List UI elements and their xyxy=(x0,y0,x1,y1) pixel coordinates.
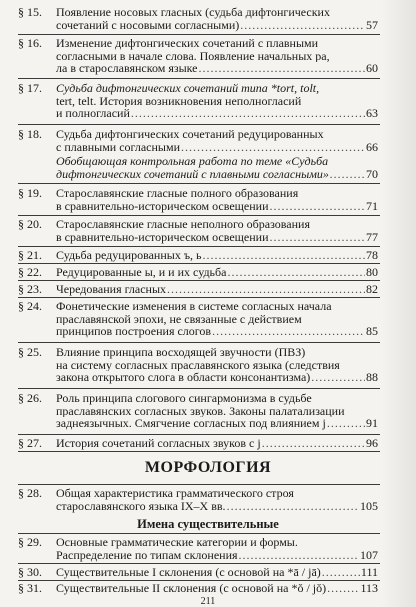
leader-dots xyxy=(311,371,365,384)
leader-dots xyxy=(181,141,365,154)
entry-page: 113 xyxy=(360,581,378,595)
entry-number: § 22. xyxy=(18,265,42,279)
entry-title-line: Существительные I склонения (с основой на *ā / jā) xyxy=(56,565,321,579)
leader-dots xyxy=(227,266,365,279)
entry-page: 60 xyxy=(366,61,378,76)
entry-number: § 26. xyxy=(18,391,42,405)
leader-dots xyxy=(269,231,365,244)
leader-dots xyxy=(167,283,365,296)
leader-dots xyxy=(131,107,365,120)
entry-page: 88 xyxy=(366,370,378,385)
divider xyxy=(18,297,380,298)
entry-title-line: дифтонгических сочетаний с плавными согласными» xyxy=(56,166,329,181)
entry-number: § 19. xyxy=(18,186,42,200)
entry-number: § 29. xyxy=(18,535,42,549)
entry-title-line: Роль принципа слогового сингармонизма в судьбе xyxy=(56,392,312,405)
entry-title-line: Редуцированные ы, и и их судьба xyxy=(56,265,227,279)
entry-title-line: Судьба дифтонгических сочетаний типа *tort, tolt, xyxy=(56,82,320,95)
entry-title-line: Основные грамматические категории и формы. xyxy=(56,536,298,549)
divider xyxy=(18,484,380,485)
entry-page: 57 xyxy=(366,17,378,32)
entry-title-line: Старославянские гласные неполного образования xyxy=(56,218,310,231)
entry-title-line: Изменение дифтонгических сочетаний с плавными xyxy=(56,37,319,50)
entry-number: § 31. xyxy=(18,581,42,595)
divider xyxy=(18,215,380,216)
divider xyxy=(18,280,380,281)
divider xyxy=(18,78,380,79)
leader-dots xyxy=(322,566,360,579)
entry-page: 107 xyxy=(360,547,378,562)
entry-title-line: Влияние принципа восходящей звучности (ПВЗ) xyxy=(56,346,306,359)
entry-title-line: заднеязычных. Смягчение согласных под влиянием j xyxy=(56,416,326,431)
leader-dots xyxy=(212,325,365,338)
entry-number: § 15. xyxy=(18,5,42,19)
entry-number: § 24. xyxy=(18,299,42,313)
entry-title-line: согласными в начале слова. Появление начальных ра, xyxy=(56,49,330,63)
entry-number: § 21. xyxy=(18,248,42,262)
entry-title-line: История сочетаний согласных звуков с j xyxy=(56,436,261,450)
entry-page: 71 xyxy=(366,198,378,213)
subsection-heading: Имена существительные xyxy=(137,517,279,531)
entry-title-line: Чередования гласных xyxy=(56,282,167,296)
leader-dots xyxy=(269,200,365,213)
page-number: 211 xyxy=(200,596,216,607)
entry-title-line: Фонетические изменения в системе согласных начала xyxy=(56,300,332,313)
entry-title-line: Существительные II склонения (с основой на *ŏ / jŏ) xyxy=(56,581,327,595)
entry-title-line: праславянской эпохи, не связанные с действием xyxy=(56,312,302,326)
entry-number: § 25. xyxy=(18,345,42,359)
entry-page: 66 xyxy=(366,139,378,154)
entry-page: 91 xyxy=(366,416,378,431)
entry-page: 77 xyxy=(366,229,378,244)
entry-page: 78 xyxy=(366,248,378,262)
leader-dots xyxy=(227,500,359,513)
divider xyxy=(18,563,380,564)
entry-number: § 18. xyxy=(18,127,42,141)
divider xyxy=(18,263,380,264)
entry-title-line: принципов построения слогов xyxy=(56,324,212,339)
divider xyxy=(18,533,380,534)
entry-number: § 30. xyxy=(18,565,42,579)
entry-number: § 17. xyxy=(18,81,42,95)
entry-number: § 23. xyxy=(18,282,42,296)
leader-dots xyxy=(203,249,366,262)
entry-page: 96 xyxy=(366,436,378,450)
entry-title-line: старославянского языка IX–X вв. xyxy=(56,498,226,513)
entry-title-line: Общая характеристика грамматического строя xyxy=(56,487,294,500)
divider xyxy=(18,183,380,184)
entry-title-line: на систему согласных праславянского языка (следствия xyxy=(56,358,340,372)
entry-title-line: Судьба редуцированных ъ, ь xyxy=(56,248,202,262)
entry-page: 70 xyxy=(366,166,378,181)
entry-page: 82 xyxy=(366,282,378,296)
entry-title-line: праславянских согласных звуков. Законы палатализации xyxy=(56,404,345,418)
entry-title-line: ла в старославянском языке xyxy=(56,61,198,76)
entry-title-line: Судьба дифтонгических сочетаний редуцированных xyxy=(56,128,324,141)
leader-dots xyxy=(199,62,365,75)
divider xyxy=(18,434,380,435)
entry-number: § 16. xyxy=(18,36,42,50)
leader-dots xyxy=(327,582,359,595)
section-heading: МОРФОЛОГИЯ xyxy=(144,459,272,476)
divider xyxy=(18,246,380,247)
entry-title-line: Обобщающая контрольная работа по теме «Судьба xyxy=(56,155,329,168)
leader-dots xyxy=(240,19,365,32)
entry-page: 63 xyxy=(366,106,378,121)
entry-title-line: tert, telt. История возникновения неполногласий xyxy=(56,94,302,108)
entry-title-line: закона открытого слога в области консонантизма) xyxy=(56,370,311,385)
entry-number: § 20. xyxy=(18,217,42,231)
entry-number: § 28. xyxy=(18,486,42,500)
entry-title-line: в сравнительно-историческом освещении xyxy=(56,229,269,244)
entry-page: 80 xyxy=(366,265,378,279)
divider xyxy=(18,451,380,452)
entry-title-line: Появление носовых гласных (судьба дифтонгических xyxy=(56,6,330,19)
leader-dots xyxy=(262,437,365,450)
entry-page: 105 xyxy=(360,498,378,513)
entry-page: 111 xyxy=(360,565,378,579)
divider xyxy=(18,388,380,389)
entry-title-line: Старославянские гласные полного образования xyxy=(56,187,299,200)
entry-title-line: в сравнительно-историческом освещении xyxy=(56,198,269,213)
divider xyxy=(18,34,380,35)
leader-dots xyxy=(239,549,359,562)
page-edge-shadow xyxy=(382,0,416,607)
divider xyxy=(18,342,380,343)
entry-title-line: Распределение по типам склонения xyxy=(56,547,238,562)
leader-dots xyxy=(327,417,365,430)
entry-title-line: и полногласий xyxy=(56,106,130,121)
entry-page: 85 xyxy=(366,324,378,339)
entry-number: § 27. xyxy=(18,436,42,450)
entry-title-line: с плавными согласными xyxy=(56,139,181,154)
divider xyxy=(18,124,380,125)
leader-dots xyxy=(330,168,365,181)
entry-title-line: сочетаний с носовыми согласными) xyxy=(56,17,240,32)
